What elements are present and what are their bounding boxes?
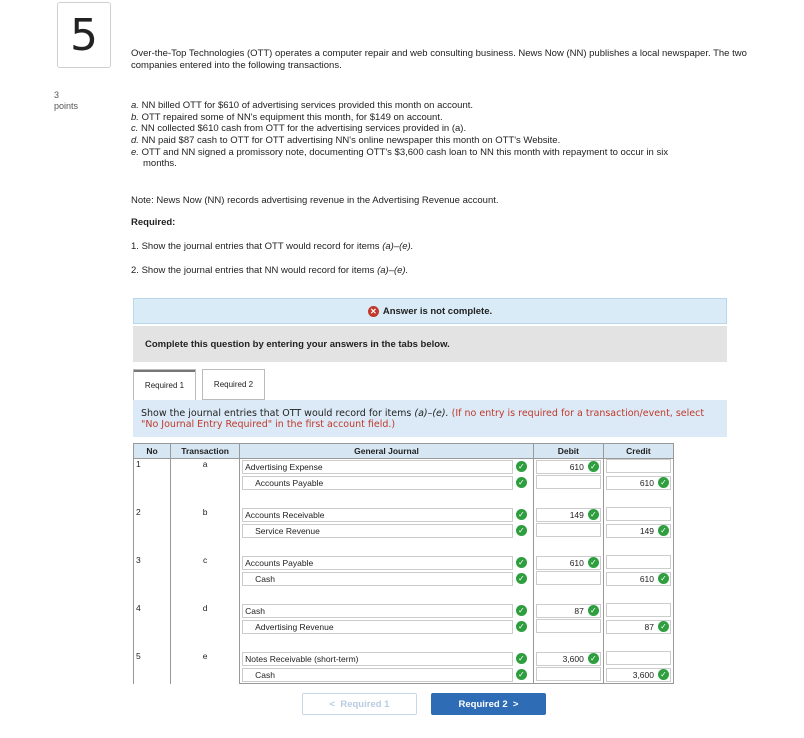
credit-amount-field[interactable]: 87 [606, 620, 671, 634]
credit-amount-field[interactable] [606, 555, 671, 569]
check-icon: ✓ [658, 477, 669, 488]
check-icon: ✓ [516, 573, 527, 584]
table-row [134, 555, 674, 571]
entry-transaction: c [171, 555, 240, 603]
credit-amount-field[interactable] [606, 459, 671, 473]
table-row [134, 507, 674, 523]
col-no: No [134, 444, 171, 459]
question-number: 5 [57, 2, 111, 68]
entry-transaction: e [171, 651, 240, 684]
debit-account-field[interactable]: Accounts Payable [242, 556, 513, 570]
transaction-item: c. NN collected $610 cash from OTT for the advertising services provided in (a). [131, 123, 467, 135]
next-tab-button[interactable]: Required 2 > [431, 693, 546, 715]
debit-amount-field[interactable] [536, 475, 601, 489]
debit-amount-field[interactable]: 149 [536, 508, 601, 522]
credit-account-field[interactable]: Accounts Payable [242, 476, 513, 490]
entry-transaction: b [171, 507, 240, 555]
table-row [134, 459, 674, 476]
question-body [131, 48, 771, 276]
col-credit: Credit [603, 444, 673, 459]
transaction-item: e. OTT and NN signed a promissory note, documenting OTT's $3,600 cash loan to NN this month with repayment to occur in six [131, 146, 669, 158]
credit-amount-field[interactable] [606, 603, 671, 617]
credit-account-field[interactable]: Service Revenue [242, 524, 513, 538]
x-circle-icon: ✕ [368, 306, 379, 317]
check-icon: ✓ [516, 525, 527, 536]
credit-amount-field[interactable] [606, 651, 671, 665]
check-icon: ✓ [658, 621, 669, 632]
col-debit: Debit [533, 444, 603, 459]
debit-amount-field[interactable]: 3,600 [536, 652, 601, 666]
transaction-item-continued: months. [143, 158, 177, 170]
required-heading: Required: [131, 217, 176, 229]
note-text: Note: News Now (NN) records advertising revenue in the Advertising Revenue account. [131, 194, 499, 206]
required-item-2: 2. Show the journal entries that NN would record for items (a)–(e). [131, 264, 409, 276]
debit-account-field[interactable]: Advertising Expense [242, 460, 513, 474]
check-icon: ✓ [658, 525, 669, 536]
check-icon: ✓ [588, 605, 599, 616]
tab-required-2[interactable]: Required 2 [202, 369, 265, 400]
debit-amount-field[interactable] [536, 571, 601, 585]
transaction-item: b. OTT repaired some of NN's equipment this month, for $149 on account. [131, 111, 443, 123]
check-icon: ✓ [516, 653, 527, 664]
transaction-item: d. NN paid $87 cash to OTT for OTT advertising NN's online newspaper this month on OTT's Website. [131, 134, 561, 146]
credit-amount-field[interactable]: 610 [606, 572, 671, 586]
required-item-1: 1. Show the journal entries that OTT would record for items (a)–(e). [131, 240, 414, 252]
debit-amount-field[interactable] [536, 619, 601, 633]
complete-instruction: Complete this question by entering your answers in the tabs below. [133, 326, 727, 362]
credit-account-field[interactable]: Advertising Revenue [242, 620, 513, 634]
credit-amount-field[interactable] [606, 507, 671, 521]
points-label: points [54, 101, 79, 111]
check-icon: ✓ [658, 669, 669, 680]
credit-account-field[interactable]: Cash [242, 668, 513, 682]
entry-no: 1 [134, 459, 171, 508]
intro-text: Over-the-Top Technologies (OTT) operates a computer repair and web consulting business. News Now (NN) publishes a local newspaper. The two companies entered into the following transactions. [131, 48, 747, 71]
entry-transaction: a [171, 459, 240, 508]
answer-status-text: Answer is not complete. [382, 305, 493, 317]
journal-table [133, 443, 674, 684]
check-icon: ✓ [516, 621, 527, 632]
entry-no: 2 [134, 507, 171, 555]
check-icon: ✓ [516, 557, 527, 568]
table-header-row [134, 444, 674, 459]
col-transaction: Transaction [171, 444, 240, 459]
check-icon: ✓ [516, 461, 527, 472]
credit-amount-field[interactable]: 3,600 [606, 668, 671, 682]
check-icon: ✓ [516, 669, 527, 680]
debit-amount-field[interactable]: 610 [536, 556, 601, 570]
debit-account-field[interactable]: Notes Receivable (short-term) [242, 652, 513, 666]
points [54, 90, 78, 112]
check-icon: ✓ [516, 605, 527, 616]
check-icon: ✓ [658, 573, 669, 584]
debit-account-field[interactable]: Cash [242, 604, 513, 618]
check-icon: ✓ [588, 461, 599, 472]
table-row [134, 651, 674, 667]
tab-required-1[interactable]: Required 1 [133, 369, 196, 400]
credit-amount-field[interactable]: 149 [606, 524, 671, 538]
entry-no: 4 [134, 603, 171, 651]
debit-amount-field[interactable] [536, 667, 601, 681]
debit-account-field[interactable]: Accounts Receivable [242, 508, 513, 522]
col-general-journal: General Journal [240, 444, 534, 459]
check-icon: ✓ [588, 509, 599, 520]
check-icon: ✓ [516, 477, 527, 488]
check-icon: ✓ [516, 509, 527, 520]
credit-amount-field[interactable]: 610 [606, 476, 671, 490]
entry-transaction: d [171, 603, 240, 651]
debit-amount-field[interactable]: 610 [536, 460, 601, 474]
table-row [134, 603, 674, 619]
entry-no: 5 [134, 651, 171, 684]
credit-account-field[interactable]: Cash [242, 572, 513, 586]
check-icon: ✓ [588, 557, 599, 568]
transaction-list [131, 100, 771, 170]
transaction-item: a. NN billed OTT for $610 of advertising services provided this month on account. [131, 100, 474, 112]
debit-amount-field[interactable] [536, 523, 601, 537]
entry-no: 3 [134, 555, 171, 603]
answer-status-banner [133, 298, 727, 324]
points-value: 3 [54, 90, 60, 100]
prev-tab-button[interactable]: < Required 1 [302, 693, 417, 715]
debit-amount-field[interactable]: 87 [536, 604, 601, 618]
check-icon: ✓ [588, 653, 599, 664]
tab-instruction: Show the journal entries that OTT would record for items (a)–(e). (If no entry is required for a transaction/event, select "No Journal Entry Required" in the first account field.) [133, 400, 727, 437]
